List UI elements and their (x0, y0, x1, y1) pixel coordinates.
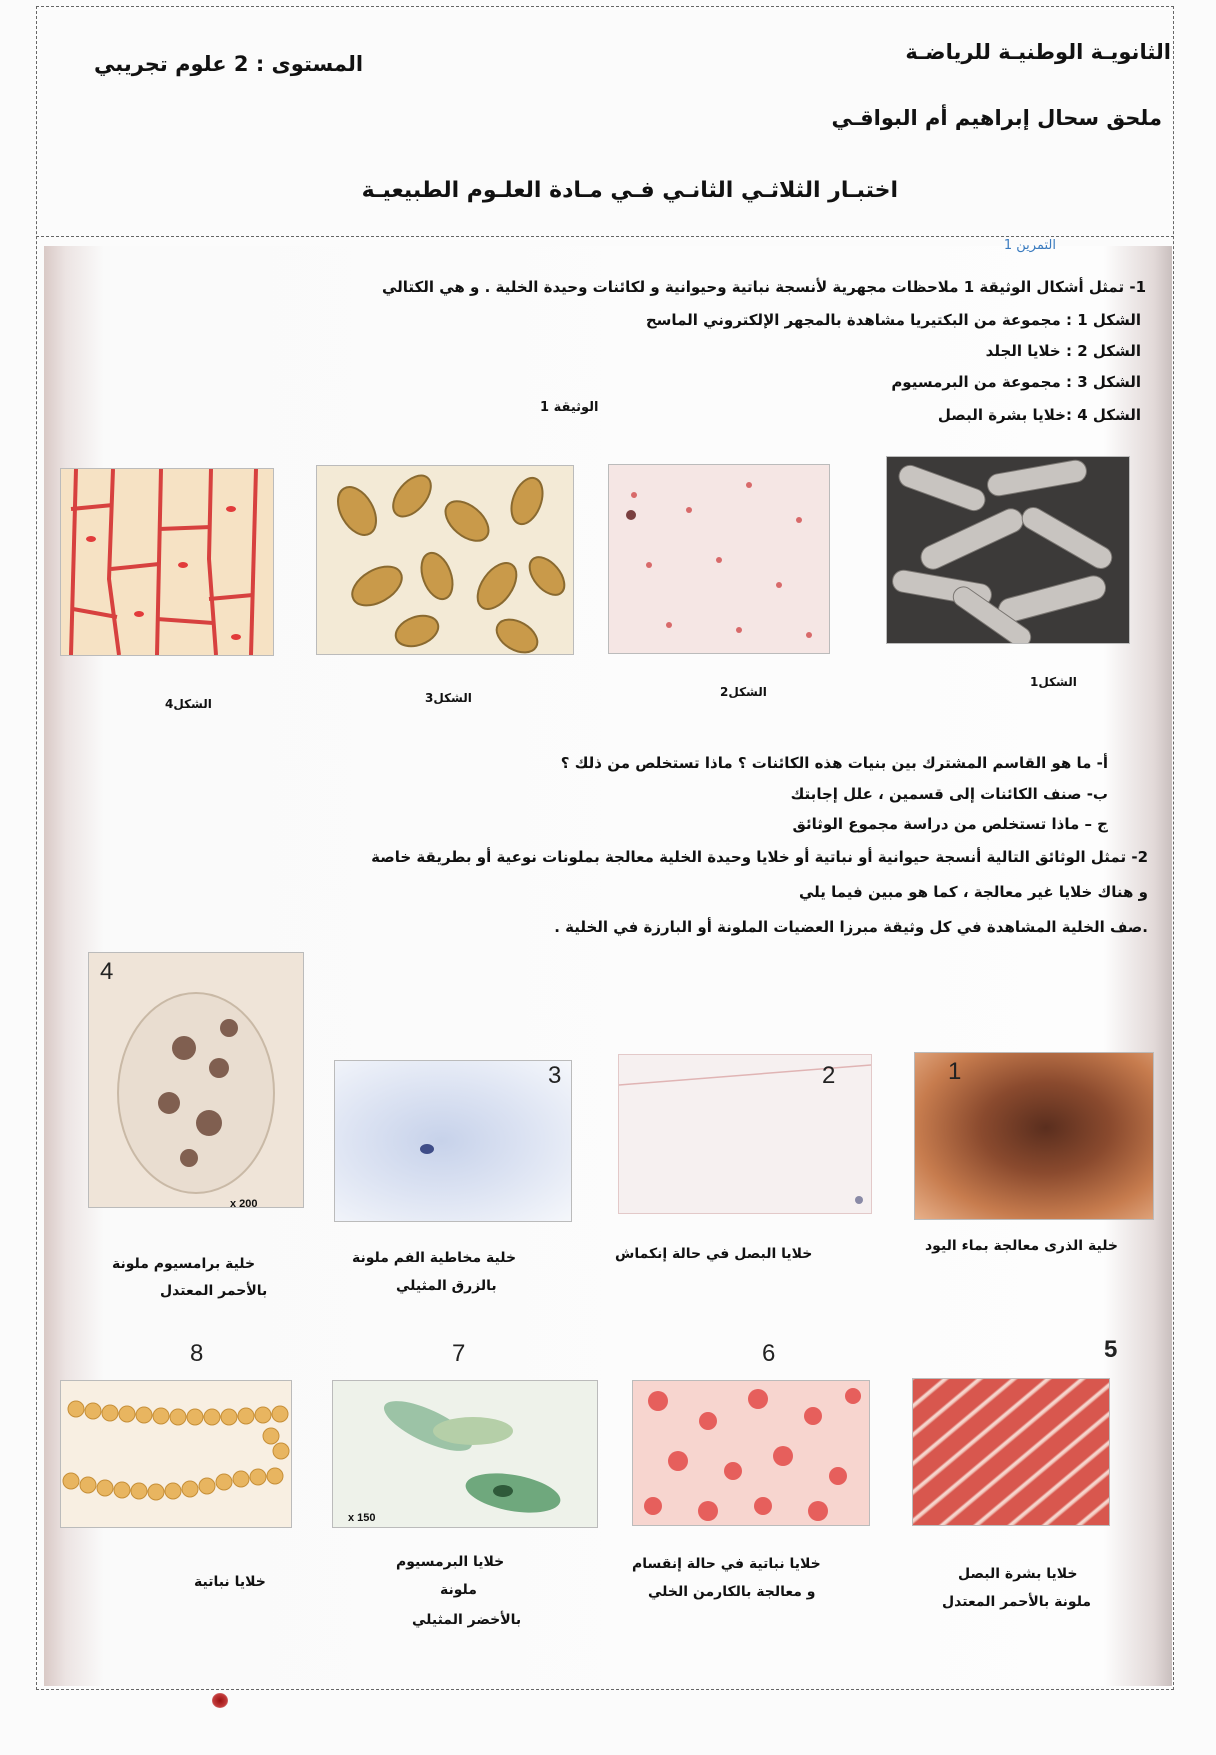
fig2-desc: الشكل 2 : خلايا الجلد (985, 342, 1141, 360)
doc2-photo-5 (912, 1378, 1110, 1526)
doc2-photo-8 (60, 1380, 292, 1528)
doc2-caption-3b: بالزرق المثيلي (396, 1278, 497, 1294)
question-b: ب- صنف الكائنات إلى قسمين ، علل إجابتك (790, 785, 1108, 803)
doc2-caption-4b: بالأحمر المعتدل (160, 1283, 268, 1299)
header-separator (36, 236, 1174, 237)
q2-line2: و هناك خلايا غير معالجة ، كما هو مبين فيما يلي (798, 883, 1148, 901)
bacteria-sem-photo (886, 456, 1130, 644)
doc2-photo-7 (332, 1380, 598, 1528)
doc2-number-2: 2 (822, 1062, 836, 1089)
doc1-fig2-caption: الشكل2 (720, 685, 767, 699)
q1-intro: 1- تمثل أشكال الوثيقة 1 ملاحظات مجهرية لأنسجة نباتية وحيوانية و لكائنات وحيدة الخلية . و هي الكتالي (381, 278, 1146, 296)
onion-epidermis-photo (60, 468, 274, 656)
doc2-caption-8: خلايا نباتية (194, 1574, 266, 1590)
doc2-magnification-7: x 150 (348, 1512, 376, 1524)
doc2-number-4: 4 (100, 958, 114, 985)
doc2-photo-3 (334, 1060, 572, 1222)
doc2-caption-7a: خلايا البرمسيوم (396, 1554, 505, 1570)
doc1-title: الوثيقة 1 (540, 400, 599, 415)
doc2-caption-6b: و معالجة بالكارمن الخلي (648, 1584, 816, 1600)
skin-cells-photo (608, 464, 830, 654)
doc2-number-8: 8 (190, 1340, 204, 1367)
doc2-caption-6a: خلايا نباتية في حالة إنقسام (632, 1556, 821, 1572)
fig1-desc: الشكل 1 : مجموعة من البكتيريا مشاهدة بالمجهر الإلكتروني الماسح (645, 311, 1141, 329)
doc2-number-1: 1 (948, 1058, 962, 1085)
fig3-desc: الشكل 3 : مجموعة من البرمسيوم (891, 373, 1141, 391)
annex-name: ملحق سحال إبراهيم أم البواقـي (831, 106, 1162, 130)
exercise-label: التمرين 1 (1003, 238, 1056, 253)
doc2-caption-7c: بالأخضر المثيلي (412, 1612, 522, 1628)
school-name: الثانويـة الوطنيـة للرياضـة (905, 40, 1171, 64)
doc1-fig3-caption: الشكل3 (425, 691, 472, 705)
question-c: ج – ماذا تستخلص من دراسة مجموع الوثائق (792, 815, 1108, 833)
doc2-caption-5a: خلايا بشرة البصل (958, 1566, 1078, 1582)
q2-line3: .صف الخلية المشاهدة في كل وثيقة مبرزا العضيات الملونة أو البارزة في الخلية . (554, 918, 1148, 936)
doc2-caption-3a: خلية مخاطية الفم ملونة (352, 1250, 517, 1266)
q2-line1: 2- تمثل الوثائق التالية أنسجة حيوانية أو نباتية أو خلايا وحيدة الخلية معالجة بملونات نوعية أو بطريقة خاصة (371, 848, 1148, 866)
exam-title: اختبـار الثلاثـي الثانـي فـي مـادة العلـوم الطبيعيـة (361, 178, 898, 203)
doc2-number-7: 7 (452, 1340, 466, 1367)
doc2-photo-4 (88, 952, 304, 1208)
doc2-caption-4a: خلية برامسيوم ملونة (112, 1256, 256, 1272)
ink-stain (212, 1693, 228, 1708)
doc2-photo-6 (632, 1380, 870, 1526)
fig4-desc: الشكل 4 :خلايا بشرة البصل (937, 406, 1141, 424)
doc2-number-5: 5 (1104, 1336, 1118, 1363)
doc1-fig4-caption: الشكل4 (165, 697, 212, 711)
doc2-caption-5b: ملونة بالأحمر المعتدل (942, 1594, 1092, 1610)
doc1-fig1-caption: الشكل1 (1030, 675, 1077, 689)
doc2-caption-1: خلية الذرى معالجة بماء اليود (925, 1238, 1118, 1254)
question-a: أ- ما هو القاسم المشترك بين بنيات هذه الكائنات ؟ ماذا تستخلص من ذلك ؟ (560, 754, 1108, 772)
doc2-caption-7b: ملونة (440, 1582, 477, 1598)
level-label: المستوى : 2 علوم تجريبي (94, 52, 364, 76)
doc2-magnification-4: x 200 (230, 1198, 258, 1210)
doc2-number-6: 6 (762, 1340, 776, 1367)
doc2-number-3: 3 (548, 1062, 562, 1089)
doc2-caption-2: خلايا البصل في حالة إنكماش (615, 1246, 813, 1262)
paramecium-group-photo (316, 465, 574, 655)
